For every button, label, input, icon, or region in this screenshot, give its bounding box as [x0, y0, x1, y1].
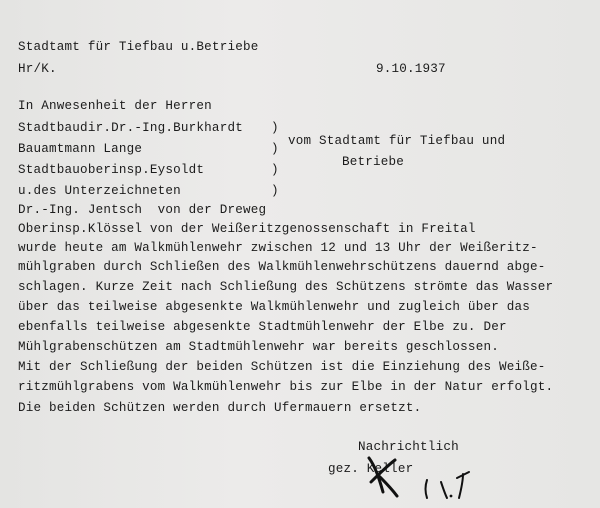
body-line: schlagen. Kurze Zeit nach Schließung des Schützens strömte das Wasser	[18, 280, 554, 294]
attendee-name: u.des Unterzeichneten	[18, 184, 181, 198]
body-line: ebenfalls teilweise abgesenkte Stadtmühlenwehr der Elbe zu. Der	[18, 320, 507, 334]
distribution-note: Nachrichtlich	[358, 440, 459, 454]
handwritten-signature	[365, 452, 485, 502]
body-line: Mühlgrabenschützen am Stadtmühlenwehr war bereits geschlossen.	[18, 340, 499, 354]
attendee-name: Stadtbauoberinsp.Eysoldt	[18, 163, 205, 177]
body-line: ritzmühlgrabens vom Walkmühlenwehr bis zur Elbe in der Natur erfolgt.	[18, 380, 554, 394]
body-line: mühlgraben durch Schließen des Walkmühlenwehrschützens dauernd abge-	[18, 260, 546, 274]
body-line: wurde heute am Walkmühlenwehr zwischen 12 und 13 Uhr der Weißeritz-	[18, 241, 538, 255]
reference-code: Hr/K.	[18, 62, 57, 76]
affiliation-line-2: Betriebe	[342, 155, 405, 169]
bracket: )	[271, 121, 279, 135]
body-line: über das teilweise abgesenkte Walkmühlenwehr und zugleich über das	[18, 300, 530, 314]
attendee-name: Stadtbaudir.Dr.-Ing.Burkhardt	[18, 121, 243, 135]
bracket: )	[271, 142, 279, 156]
body-line: Die beiden Schützen werden durch Ufermauern ersetzt.	[18, 401, 422, 415]
affiliation-line-1: vom Stadtamt für Tiefbau und	[288, 134, 506, 148]
bracket: )	[271, 184, 279, 198]
additional-attendee: Dr.-Ing. Jentsch von der Dreweg	[18, 203, 267, 217]
bracket: )	[271, 163, 279, 177]
additional-attendee: Oberinsp.Klössel von der Weißeritzgenossenschaft in Freital	[18, 222, 476, 236]
attendees-intro: In Anwesenheit der Herren	[18, 99, 212, 113]
document-date: 9.10.1937	[376, 62, 446, 76]
body-line: Mit der Schließung der beiden Schützen ist die Einziehung des Weiße-	[18, 360, 546, 374]
office-heading: Stadtamt für Tiefbau u.Betriebe	[18, 40, 259, 54]
signature-typed: gez. Keller	[328, 462, 414, 476]
attendee-name: Bauamtmann Lange	[18, 142, 143, 156]
